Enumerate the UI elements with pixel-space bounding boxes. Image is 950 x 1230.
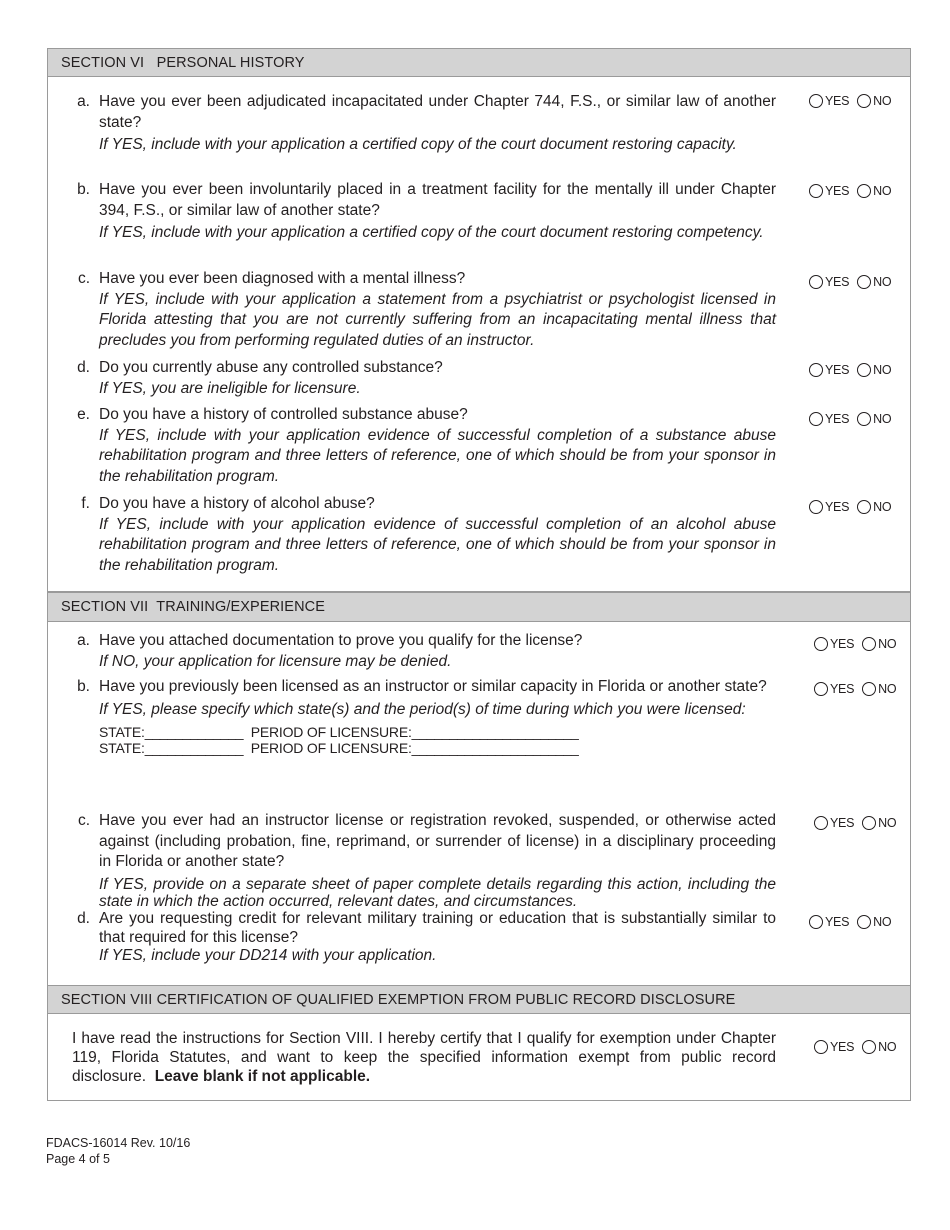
section-viii-header: [47, 985, 911, 1014]
yes-radio[interactable]: YES: [809, 275, 849, 289]
yes-no-vi-c: [809, 275, 899, 289]
licensure-line-2[interactable]: STATE:_____________ PERIOD OF LICENSURE:______________________: [99, 740, 579, 756]
radio-circle-icon: [857, 915, 871, 929]
item-question: Have you previously been licensed as an instructor or similar capacity in Florida or another state?: [99, 678, 767, 695]
item-letter: d.: [77, 910, 90, 927]
form-id: FDACS-16014 Rev. 10/16: [46, 1136, 191, 1150]
radio-circle-icon: [814, 816, 828, 830]
page-number: Page 4 of 5: [46, 1152, 110, 1166]
item-letter: f.: [81, 495, 90, 512]
item-note: If NO, your application for licensure may be denied.: [99, 652, 452, 670]
yes-radio[interactable]: YES: [814, 682, 854, 696]
item-letter: b.: [77, 678, 90, 695]
yes-radio[interactable]: YES: [809, 363, 849, 377]
page-footer: [46, 1135, 190, 1167]
item-note: If YES, you are ineligible for licensure.: [99, 379, 361, 397]
certification-text: I have read the instructions for Section VIII. I hereby certify that I qualify for exemption under Chapter 119, Florida Statutes, and want to keep the specified information exempt from public record disclosure.: [72, 1030, 776, 1085]
radio-circle-icon: [857, 275, 871, 289]
item-note: If YES, please specify which state(s) and the period(s) of time during which you were licensed:: [99, 700, 746, 718]
yes-radio[interactable]: YES: [809, 412, 849, 426]
item-question: Do you have a history of alcohol abuse?: [99, 495, 375, 512]
radio-circle-icon: [809, 412, 823, 426]
section-viii-certification: [72, 1029, 776, 1086]
yes-radio[interactable]: YES: [814, 1040, 854, 1054]
radio-circle-icon: [857, 94, 871, 108]
yes-radio[interactable]: YES: [809, 915, 849, 929]
yes-radio[interactable]: YES: [814, 816, 854, 830]
radio-circle-icon: [809, 275, 823, 289]
no-radio[interactable]: NO: [862, 637, 896, 651]
no-radio[interactable]: NO: [857, 500, 891, 514]
radio-circle-icon: [862, 682, 876, 696]
item-question: Have you attached documentation to prove you qualify for the license?: [99, 632, 583, 649]
item-note: If YES, include with your application evidence of successful completion of an alcohol abuse rehabilitation program and three letters of reference, one of which should be from your sponsor in the rehabilitation program.: [99, 515, 776, 574]
yes-no-viii: [814, 1040, 904, 1054]
radio-circle-icon: [857, 363, 871, 377]
item-question: Are you requesting credit for relevant military training or education that is substantially similar to that required for this license?: [99, 910, 776, 946]
yes-no-vi-e: [809, 412, 899, 426]
item-letter: e.: [77, 406, 90, 423]
section-vii-title: SECTION VII TRAINING/EXPERIENCE: [61, 599, 325, 615]
yes-radio[interactable]: YES: [809, 184, 849, 198]
item-note: If YES, include with your application evidence of successful completion of a substance abuse rehabilitation program and three letters of reference, one of which should be from your sponsor in the rehabilitation program.: [99, 426, 776, 485]
yes-radio[interactable]: YES: [809, 500, 849, 514]
yes-no-vii-b: [814, 682, 904, 696]
radio-circle-icon: [809, 363, 823, 377]
no-radio[interactable]: NO: [857, 915, 891, 929]
no-radio[interactable]: NO: [862, 1040, 896, 1054]
item-note: If YES, provide on a separate sheet of paper complete details regarding this action, including the state in which the action occurred, relevant dates, and circumstances.: [99, 875, 776, 910]
no-radio[interactable]: NO: [862, 682, 896, 696]
item-note: If YES, include with your application a statement from a psychiatrist or psychologist licensed in Florida attesting that you are not currently suffering from an incapacitating mental illness that precludes you from performing regulated duties of an instructor.: [99, 290, 776, 349]
radio-circle-icon: [809, 500, 823, 514]
yes-no-vi-d: [809, 363, 899, 377]
section-vi-header: [47, 48, 911, 77]
radio-circle-icon: [814, 637, 828, 651]
yes-no-vi-f: [809, 500, 899, 514]
no-radio[interactable]: NO: [857, 275, 891, 289]
no-radio[interactable]: NO: [857, 363, 891, 377]
item-letter: a.: [77, 632, 90, 649]
no-radio[interactable]: NO: [857, 412, 891, 426]
yes-radio[interactable]: YES: [814, 637, 854, 651]
yes-no-vi-a: [809, 94, 899, 108]
item-letter: a.: [77, 93, 90, 110]
item-letter: d.: [77, 359, 90, 376]
yes-no-vii-a: [814, 637, 904, 651]
item-question: Have you ever had an instructor license or registration revoked, suspended, or otherwise acted against (including probation, fine, reprimand, or surrender of license) in a disciplinary proceeding in Florida or another state?: [99, 812, 776, 870]
radio-circle-icon: [857, 184, 871, 198]
radio-circle-icon: [809, 184, 823, 198]
no-radio[interactable]: NO: [862, 816, 896, 830]
item-question: Have you ever been diagnosed with a mental illness?: [99, 270, 466, 287]
licensure-line-1[interactable]: STATE:_____________ PERIOD OF LICENSURE:______________________: [99, 724, 579, 740]
item-note: If YES, include with your application a certified copy of the court document restoring capacity.: [99, 136, 737, 153]
radio-circle-icon: [862, 637, 876, 651]
radio-circle-icon: [857, 412, 871, 426]
radio-circle-icon: [809, 94, 823, 108]
item-letter: c.: [77, 270, 90, 287]
yes-radio[interactable]: YES: [809, 94, 849, 108]
item-note: If YES, include with your application a certified copy of the court document restoring competency.: [99, 224, 764, 241]
section-vii-header: [47, 592, 911, 622]
licensure-lines: [99, 724, 776, 756]
item-letter: b.: [77, 181, 90, 198]
no-radio[interactable]: NO: [857, 184, 891, 198]
yes-no-vii-c: [814, 816, 904, 830]
no-radio[interactable]: NO: [857, 94, 891, 108]
radio-circle-icon: [857, 500, 871, 514]
radio-circle-icon: [814, 682, 828, 696]
certification-note: Leave blank if not applicable.: [154, 1068, 371, 1085]
section-vi-title: SECTION VI PERSONAL HISTORY: [61, 54, 305, 71]
yes-no-vi-b: [809, 184, 899, 198]
yes-no-vii-d: [809, 915, 899, 929]
radio-circle-icon: [862, 1040, 876, 1054]
radio-circle-icon: [862, 816, 876, 830]
section-viii-title: SECTION VIII CERTIFICATION OF QUALIFIED EXEMPTION FROM PUBLIC RECORD DISCLOSURE: [61, 991, 736, 1008]
item-question: Have you ever been adjudicated incapacitated under Chapter 744, F.S., or similar law of another state?: [99, 93, 776, 131]
item-letter: c.: [77, 812, 90, 829]
item-question: Do you currently abuse any controlled substance?: [99, 359, 443, 376]
item-question: Do you have a history of controlled substance abuse?: [99, 406, 468, 423]
item-question: Have you ever been involuntarily placed in a treatment facility for the mentally ill under Chapter 394, F.S., or similar law of another state?: [99, 181, 776, 219]
radio-circle-icon: [814, 1040, 828, 1054]
radio-circle-icon: [809, 915, 823, 929]
item-note: If YES, include your DD214 with your application.: [99, 947, 437, 964]
